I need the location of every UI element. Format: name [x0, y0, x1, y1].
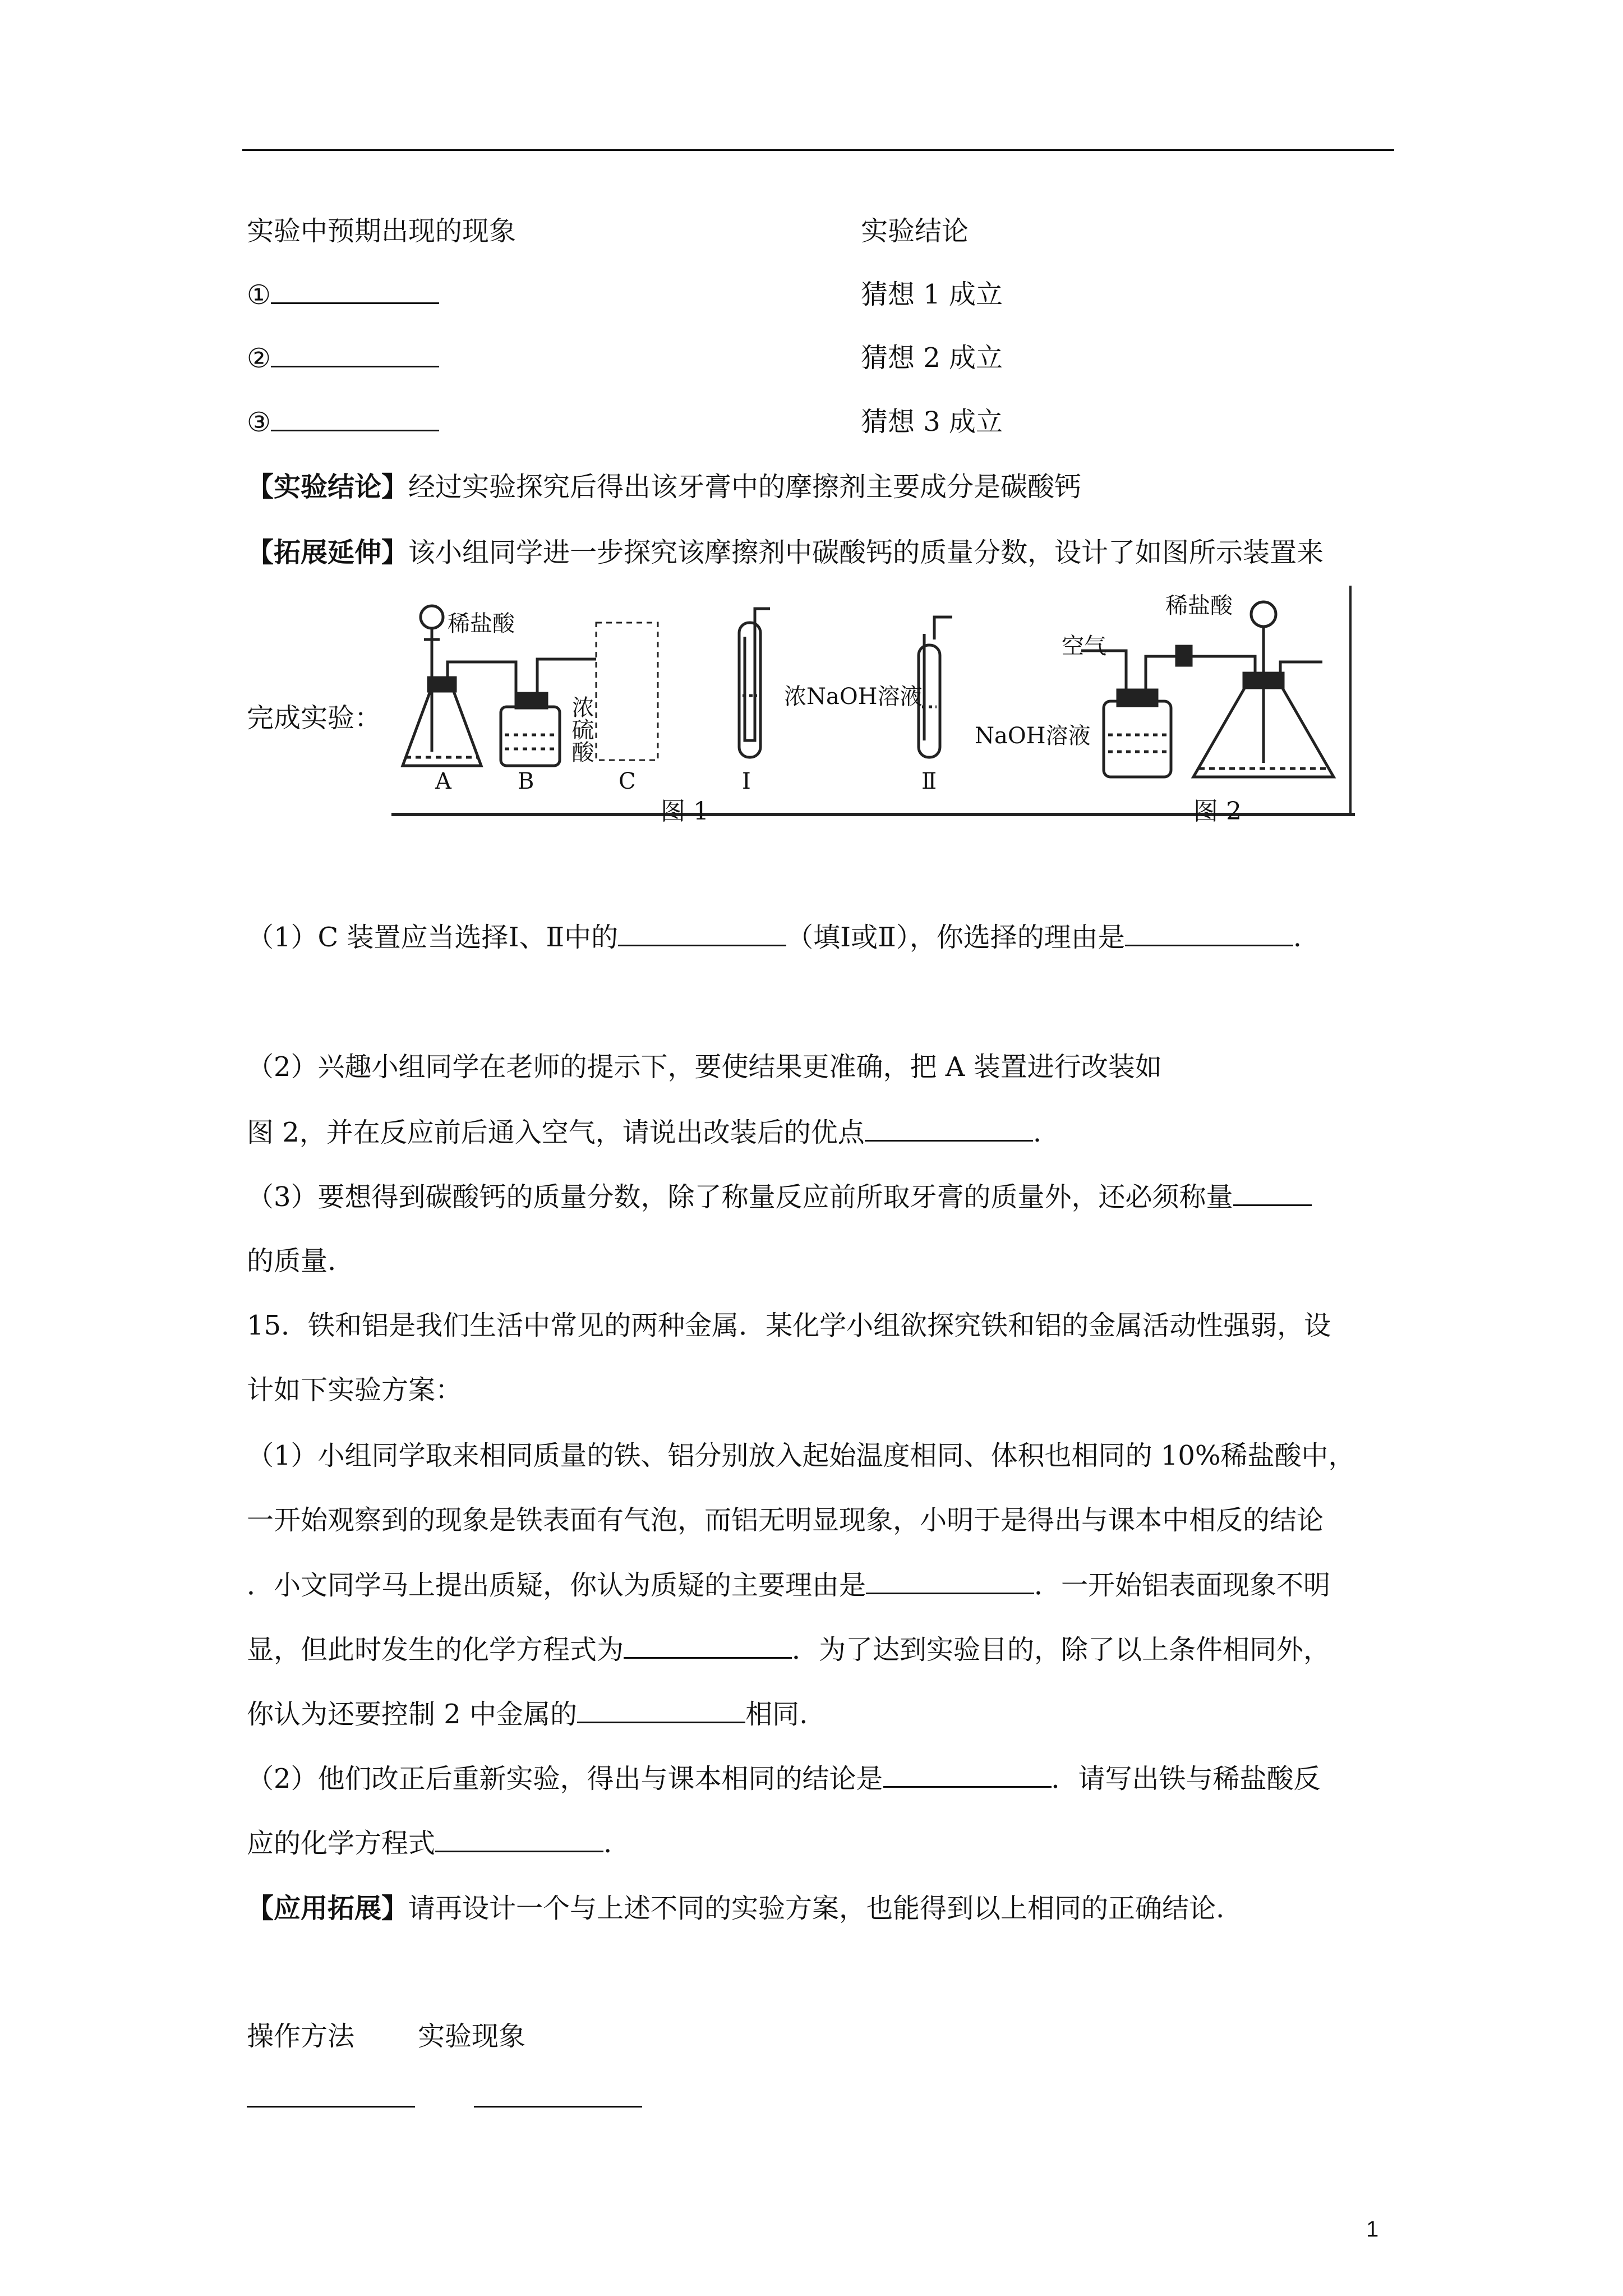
question-2-line-2: [247, 1115, 1041, 1149]
apply-tag: 【应用拓展】: [247, 1893, 409, 1924]
label-C: C: [619, 769, 636, 794]
answer-blank[interactable]: [271, 405, 439, 431]
p15-line-2: 计如下实验方案：: [247, 1374, 463, 1406]
label-fig1: 图 1: [661, 797, 709, 826]
row-mark: ①: [247, 279, 271, 311]
label-B: B: [518, 769, 534, 794]
row-mark: ③: [247, 407, 271, 438]
p15-line-4: 一开始观察到的现象是铁表面有气泡，而铝无明显现象，小明于是得出与课本中相反的结论: [247, 1504, 1324, 1536]
table1-row-1: [247, 278, 1003, 312]
question-1: [247, 920, 1302, 954]
extension-line-2: 完成实验：: [247, 702, 382, 734]
label-A: A: [435, 769, 451, 794]
p15-text-7b: 相同.: [745, 1699, 808, 1730]
label-acid-1: 稀盐酸: [448, 611, 515, 637]
p15-text-6a: 显，但此时发生的化学方程式为: [247, 1634, 624, 1665]
p15-line-7: [247, 1697, 808, 1731]
conclusion-text: 经过实验探究后得出该牙膏中的摩擦剂主要成分是碳酸钙: [408, 471, 1082, 503]
p15-line-8: [247, 1761, 1321, 1796]
answer-blank[interactable]: [865, 1115, 1033, 1142]
header-phenomenon: 实验中预期出现的现象: [247, 215, 517, 247]
col-phenomenon: 实验现象: [418, 2021, 526, 2052]
table1-row-3: [247, 405, 1003, 439]
table2-header: [247, 2019, 526, 2053]
page-number: 1: [1366, 2217, 1379, 2242]
label-air: 空气: [1062, 633, 1106, 659]
p15-text-8b: ．请写出铁与稀盐酸反: [1051, 1763, 1321, 1795]
label-I: Ⅰ: [742, 769, 751, 794]
question-2-line-1: （2）兴趣小组同学在老师的提示下，要使结果更准确，把 A 装置进行改装如: [247, 1051, 1162, 1083]
answer-blank[interactable]: [271, 278, 439, 304]
extension-line: [247, 536, 1324, 569]
p15-line-3: （1）小组同学取来相同质量的铁、铝分别放入起始温度相同、体积也相同的 10%稀盐酸中，: [247, 1440, 1355, 1471]
q2-text-b: 图 2，并在反应前后通入空气，请说出改装后的优点: [247, 1117, 865, 1148]
row-conclusion: 猜想 1 成立: [861, 279, 1003, 310]
p15-text-5b: ．一开始铝表面现象不明: [1034, 1570, 1331, 1601]
label-conc-h2so4: 浓硫酸: [568, 696, 594, 763]
extension-text: 该小组同学进一步探究该摩擦剂中碳酸钙的质量分数，设计了如图所示装置来: [408, 537, 1324, 568]
answer-blank[interactable]: [618, 920, 786, 946]
header-conclusion: 实验结论: [861, 215, 969, 247]
answer-blank[interactable]: [577, 1697, 745, 1723]
q1-text-b: （填Ⅰ或Ⅱ），你选择的理由是: [786, 922, 1125, 953]
label-II: Ⅱ: [921, 769, 937, 794]
row-mark: ②: [247, 343, 271, 374]
apply-text: 请再设计一个与上述不同的实验方案，也能得到以上相同的正确结论.: [408, 1893, 1225, 1924]
p15-text-8a: （2）他们改正后重新实验，得出与课本相同的结论是: [247, 1763, 883, 1795]
conclusion-tag: 【实验结论】: [247, 471, 409, 503]
apparatus-figure: [391, 583, 1355, 826]
col-operation: 操作方法: [247, 2021, 355, 2052]
question-3-line-2: 的质量.: [247, 1245, 336, 1277]
table1-header: [247, 214, 969, 248]
answer-blank[interactable]: [271, 341, 439, 367]
p15-line-1: 15．铁和铝是我们生活中常见的两种金属．某化学小组欲探究铁和铝的金属活动性强弱，设: [247, 1310, 1331, 1341]
p15-line-5: [247, 1568, 1330, 1602]
header-rule: [242, 149, 1394, 151]
answer-blank[interactable]: [247, 2081, 415, 2108]
extension-tag: 【拓展延伸】: [247, 537, 409, 568]
row-conclusion: 猜想 2 成立: [861, 342, 1003, 374]
conclusion-line: [247, 470, 1081, 504]
p15-line-9: [247, 1826, 612, 1860]
answer-blank[interactable]: [1233, 1180, 1312, 1206]
answer-blank[interactable]: [1125, 920, 1293, 946]
apply-line: [247, 1892, 1224, 1925]
label-acid-2: 稀盐酸: [1165, 593, 1233, 619]
answer-blank[interactable]: [883, 1761, 1052, 1788]
p15-line-6: [247, 1632, 1330, 1667]
row-conclusion: 猜想 3 成立: [861, 406, 1003, 438]
label-fig2: 图 2: [1193, 797, 1242, 826]
answer-blank[interactable]: [624, 1632, 792, 1659]
label-naoh-sol: NaOH溶液: [975, 723, 1091, 749]
question-3-line-1: [247, 1180, 1312, 1214]
p15-text-7a: 你认为还要控制 2 中金属的: [247, 1699, 578, 1730]
p15-text-5a: ．小文同学马上提出质疑，你认为质疑的主要理由是: [247, 1570, 866, 1601]
q1-text-c: .: [1293, 922, 1302, 953]
answer-blank[interactable]: [435, 1826, 603, 1852]
label-naoh-conc: 浓NaOH溶液: [784, 684, 923, 710]
p15-text-6b: ．为了达到实验目的，除了以上条件相同外，: [792, 1634, 1331, 1665]
p15-text-9b: .: [603, 1828, 612, 1859]
q2-text-c: .: [1032, 1117, 1042, 1148]
table1-row-2: [247, 341, 1003, 375]
p15-text-9a: 应的化学方程式: [247, 1828, 436, 1859]
q3-text-a: （3）要想得到碳酸钙的质量分数，除了称量反应前所取牙膏的质量外，还必须称量: [247, 1181, 1233, 1213]
answer-blank[interactable]: [866, 1568, 1034, 1594]
answer-blank[interactable]: [474, 2081, 642, 2108]
q1-text-a: （1）C 装置应当选择Ⅰ、Ⅱ中的: [247, 922, 619, 953]
